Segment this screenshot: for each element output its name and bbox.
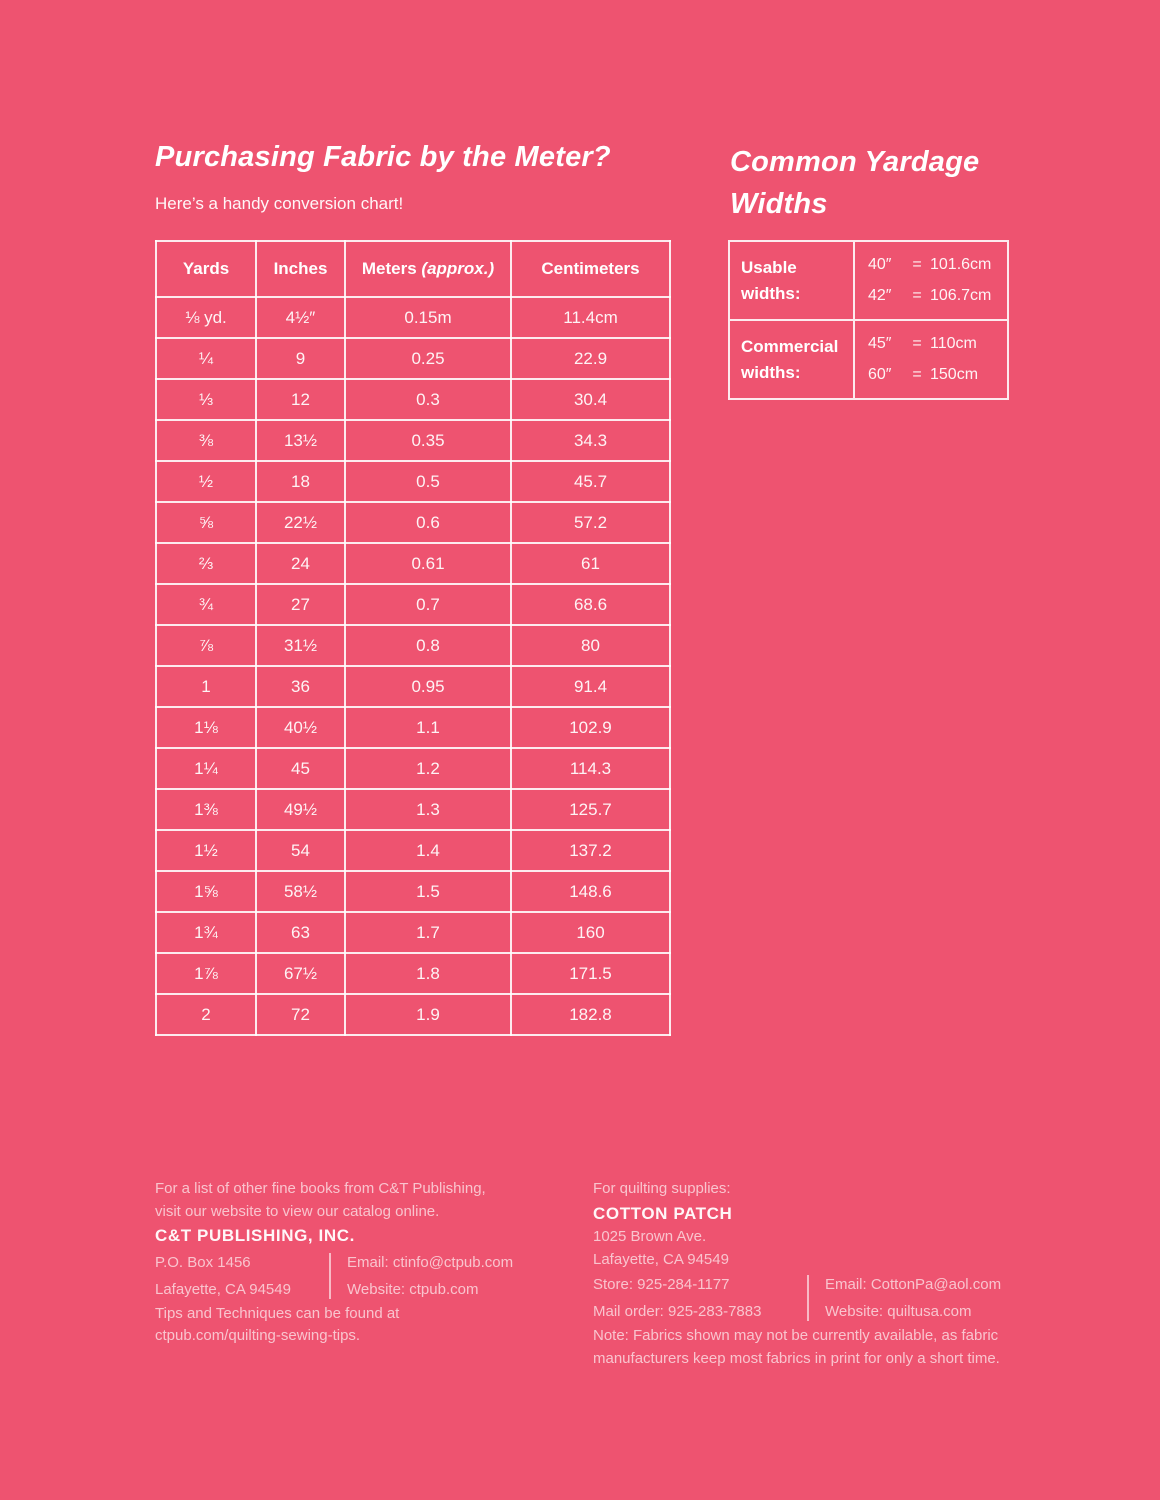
table-cell: 36 <box>256 666 345 707</box>
widths-box <box>728 240 1009 400</box>
table-row <box>156 871 670 912</box>
conversion-table-body <box>156 297 670 1035</box>
table-row <box>156 789 670 830</box>
store-phones <box>593 1271 791 1325</box>
table-cell: 68.6 <box>511 584 670 625</box>
table-cell: 49½ <box>256 789 345 830</box>
table-cell: 22.9 <box>511 338 670 379</box>
col-header-inches: Inches <box>256 241 345 297</box>
width-cm: 106.7cm <box>930 287 992 304</box>
publisher-name: C&T PUBLISHING, INC. <box>155 1226 355 1245</box>
vertical-divider <box>329 1253 331 1299</box>
table-cell: 148.6 <box>511 871 670 912</box>
table-cell: 114.3 <box>511 748 670 789</box>
table-cell: 182.8 <box>511 994 670 1035</box>
table-row <box>156 666 670 707</box>
usable-widths-row <box>730 242 1007 319</box>
table-cell: 31½ <box>256 625 345 666</box>
width-inches: 45″ <box>868 335 892 352</box>
table-cell: 9 <box>256 338 345 379</box>
table-cell: 160 <box>511 912 670 953</box>
table-cell: 0.8 <box>345 625 511 666</box>
table-cell: 1⅛ <box>156 707 256 748</box>
publisher-address-line2: Lafayette, CA 94549 <box>155 1280 291 1298</box>
commercial-widths-row <box>730 319 1007 398</box>
widths-box-title-line2: Widths <box>730 188 828 221</box>
store-website: Website: quiltusa.com <box>825 1303 972 1320</box>
table-cell: ⅜ <box>156 420 256 461</box>
table-row <box>156 584 670 625</box>
table-cell: 1½ <box>156 830 256 871</box>
width-inches: 42″ <box>868 287 892 304</box>
table-row <box>156 297 670 338</box>
table-cell: 1¼ <box>156 748 256 789</box>
table-row <box>156 338 670 379</box>
table-row <box>156 461 670 502</box>
table-cell: ¼ <box>156 338 256 379</box>
table-row <box>156 502 670 543</box>
col-header-meters <box>345 241 511 297</box>
table-cell: ⅞ <box>156 625 256 666</box>
table-cell: 72 <box>256 994 345 1035</box>
width-entry <box>868 256 1001 274</box>
table-cell: 4½″ <box>256 297 345 338</box>
conversion-table <box>155 240 671 1036</box>
store-address-line1: 1025 Brown Ave. <box>593 1228 707 1245</box>
fabrics-note-line2: manufacturers keep most fabrics in print for only a short time. <box>593 1349 1000 1367</box>
table-cell: 40½ <box>256 707 345 748</box>
store-contact-block <box>593 1271 1073 1325</box>
publisher-website: Website: ctpub.com <box>347 1280 479 1298</box>
table-cell: 67½ <box>256 953 345 994</box>
table-cell: 125.7 <box>511 789 670 830</box>
equals-sign: = <box>912 256 922 273</box>
table-cell: 0.6 <box>345 502 511 543</box>
table-cell: ⅛ yd. <box>156 297 256 338</box>
equals-sign: = <box>912 366 922 383</box>
table-cell: 34.3 <box>511 420 670 461</box>
table-row <box>156 912 670 953</box>
col-header-meters-note: (approx.) <box>421 259 495 278</box>
table-cell: 12 <box>256 379 345 420</box>
table-cell: 0.25 <box>345 338 511 379</box>
table-cell: 11.4cm <box>511 297 670 338</box>
table-cell: 45 <box>256 748 345 789</box>
conversion-table-header-row <box>156 241 670 297</box>
col-header-meters-label: Meters <box>361 259 417 278</box>
table-cell: ⅓ <box>156 379 256 420</box>
table-row <box>156 543 670 584</box>
table-cell: 1.8 <box>345 953 511 994</box>
store-name: COTTON PATCH <box>593 1203 733 1223</box>
table-cell: 1 <box>156 666 256 707</box>
store-address-line2: Lafayette, CA 94549 <box>593 1250 729 1268</box>
table-cell: 0.15m <box>345 297 511 338</box>
table-row <box>156 379 670 420</box>
usable-widths-values <box>855 242 1007 319</box>
table-cell: 54 <box>256 830 345 871</box>
table-cell: 0.95 <box>345 666 511 707</box>
commercial-widths-label: Commercial widths: <box>730 321 855 398</box>
books-blurb-line1: For a list of other fine books from C&T Publishing, <box>155 1180 486 1197</box>
table-cell: 91.4 <box>511 666 670 707</box>
table-cell: ⅔ <box>156 543 256 584</box>
tips-line2: ctpub.com/quilting-sewing-tips. <box>155 1327 361 1344</box>
equals-sign: = <box>912 287 922 304</box>
width-inches: 40″ <box>868 256 892 273</box>
table-cell: 1.2 <box>345 748 511 789</box>
publisher-email: Email: ctinfo@ctpub.com <box>347 1253 514 1271</box>
table-cell: 22½ <box>256 502 345 543</box>
commercial-widths-values <box>855 321 1007 398</box>
width-entry <box>868 287 1001 305</box>
table-cell: 80 <box>511 625 670 666</box>
supplies-heading: For quilting supplies: <box>593 1180 731 1197</box>
table-row <box>156 830 670 871</box>
table-cell: 61 <box>511 543 670 584</box>
table-cell: 63 <box>256 912 345 953</box>
widths-box-title-line1: Common Yardage <box>730 146 980 178</box>
table-cell: 2 <box>156 994 256 1035</box>
table-cell: 18 <box>256 461 345 502</box>
page-subtitle: Here’s a handy conversion chart! <box>155 194 404 213</box>
table-cell: ¾ <box>156 584 256 625</box>
width-inches: 60″ <box>868 366 892 383</box>
table-cell: 1⅝ <box>156 871 256 912</box>
fabrics-note-line1: Note: Fabrics shown may not be currently available, as fabric <box>593 1327 999 1344</box>
table-cell: ⅝ <box>156 502 256 543</box>
width-cm: 150cm <box>930 366 979 383</box>
publisher-footer <box>155 1178 575 1348</box>
table-cell: 0.3 <box>345 379 511 420</box>
table-row <box>156 994 670 1035</box>
widths-box-title <box>730 141 979 225</box>
table-cell: 1¾ <box>156 912 256 953</box>
supplies-footer <box>593 1178 1073 1370</box>
width-entry <box>868 366 1001 384</box>
table-cell: 1⅜ <box>156 789 256 830</box>
col-header-centimeters: Centimeters <box>511 241 670 297</box>
table-cell: 0.35 <box>345 420 511 461</box>
width-cm: 110cm <box>930 335 977 352</box>
vertical-divider <box>807 1275 809 1321</box>
table-cell: 1.1 <box>345 707 511 748</box>
table-cell: 27 <box>256 584 345 625</box>
table-row <box>156 625 670 666</box>
table-cell: 0.7 <box>345 584 511 625</box>
col-header-yards: Yards <box>156 241 256 297</box>
table-cell: 1.5 <box>345 871 511 912</box>
table-cell: 1⅞ <box>156 953 256 994</box>
table-cell: 30.4 <box>511 379 670 420</box>
table-cell: ½ <box>156 461 256 502</box>
width-cm: 101.6cm <box>930 256 992 273</box>
table-cell: 13½ <box>256 420 345 461</box>
store-email: Email: CottonPa@aol.com <box>825 1276 1002 1293</box>
table-cell: 24 <box>256 543 345 584</box>
usable-widths-label: Usable widths: <box>730 242 855 319</box>
store-phone: Store: 925-284-1177 <box>593 1276 730 1293</box>
store-mail-order: Mail order: 925-283-7883 <box>593 1303 762 1320</box>
width-entry <box>868 335 1001 353</box>
equals-sign: = <box>912 335 922 352</box>
publisher-address <box>155 1249 313 1303</box>
table-row <box>156 707 670 748</box>
table-row <box>156 953 670 994</box>
table-row <box>156 420 670 461</box>
table-cell: 58½ <box>256 871 345 912</box>
table-cell: 137.2 <box>511 830 670 871</box>
table-cell: 1.9 <box>345 994 511 1035</box>
table-cell: 102.9 <box>511 707 670 748</box>
table-cell: 171.5 <box>511 953 670 994</box>
publisher-online-contact <box>347 1249 513 1303</box>
table-cell: 1.4 <box>345 830 511 871</box>
tips-line1: Tips and Techniques can be found at <box>155 1304 400 1322</box>
table-cell: 1.3 <box>345 789 511 830</box>
publisher-address-line1: P.O. Box 1456 <box>155 1253 251 1271</box>
table-row <box>156 748 670 789</box>
store-online-contact <box>825 1271 1001 1325</box>
publisher-contact-block <box>155 1249 575 1303</box>
table-cell: 0.5 <box>345 461 511 502</box>
table-cell: 1.7 <box>345 912 511 953</box>
table-cell: 57.2 <box>511 502 670 543</box>
table-cell: 0.61 <box>345 543 511 584</box>
page-title: Purchasing Fabric by the Meter? <box>155 141 611 173</box>
books-blurb-line2: visit our website to view our catalog online. <box>155 1202 440 1220</box>
table-cell: 45.7 <box>511 461 670 502</box>
